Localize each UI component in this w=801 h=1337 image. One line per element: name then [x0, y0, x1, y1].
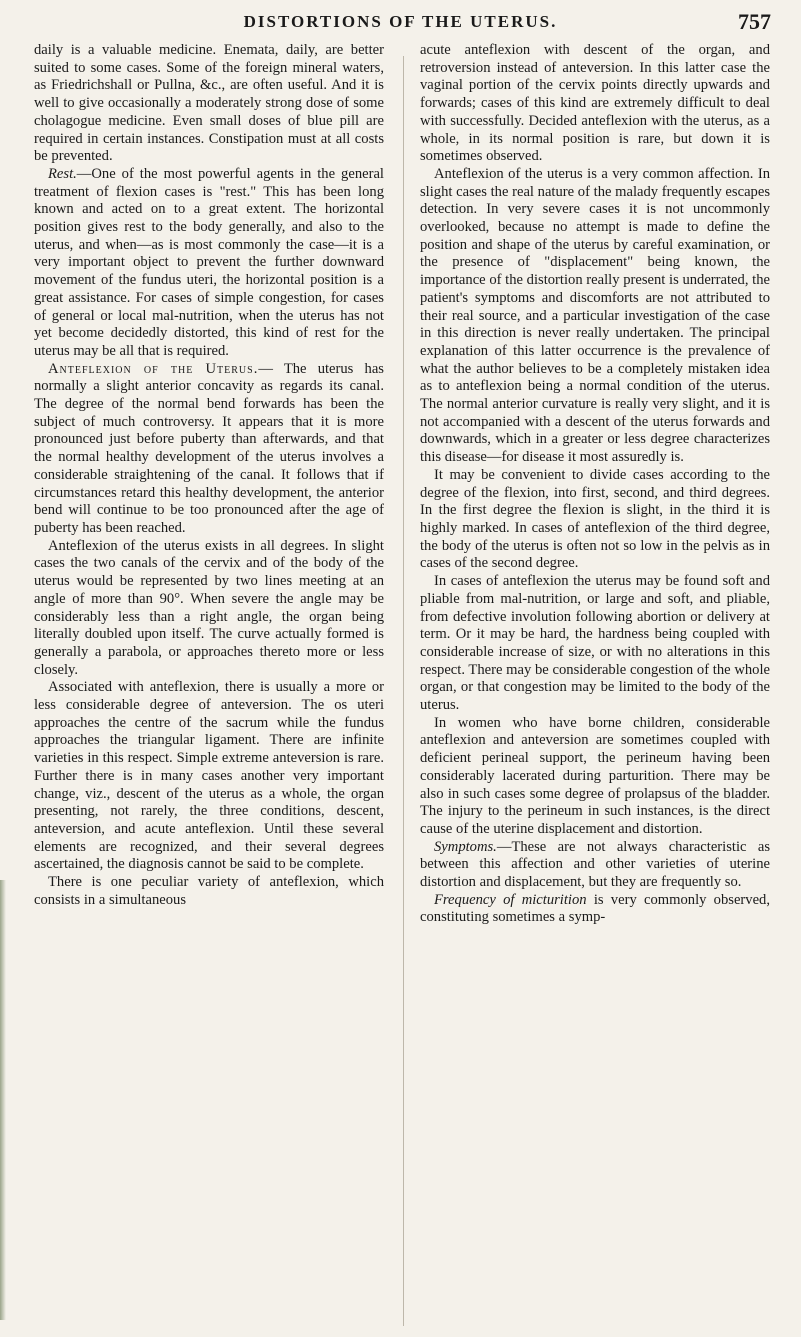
paragraph	[420, 892, 770, 927]
paragraph-text: —These are not always characteristic as between this affection and other varieties of uterine distortion and displacement, but they are frequently so.	[420, 838, 770, 891]
paragraph: It may be convenient to divide cases according to the degree of the flexion, into first, second, and third degrees. In the first degree the flexion is slight, in the third it is highly marked. In cases of anteflexion of the third degree, the body of the uterus is often not so low in the pelvis as in cases of the second degree.	[420, 466, 770, 572]
page-header	[0, 9, 801, 40]
paragraph: acute anteflexion with descent of the organ, and retroversion instead of anteversion. In this latter case the vaginal portion of the cervix points directly upwards and forwards; cases of this kind are extremely difficult to deal with successfully. Decided anteflexion with the uterus, as a whole, in its normal position is rare, but down it is sometimes observed.	[420, 42, 770, 165]
left-column	[34, 42, 384, 909]
paragraph-text: —One of the most powerful agents in the general treatment of flexion cases is "rest." This has been long known and acted on to a great extent. The horizontal position gives rest to the body generally, and also to the uterus, and when—as is most commonly the case—it is a very important object to prevent the further downward movement of the fundus uteri, the horizontal position is a great assistance. For cases of simple congestion, for cases of general or local mal-nutrition, when the uterus has not yet become decidedly distorted, this kind of rest for the uterus may be all that is required.	[34, 165, 384, 359]
running-head: DISTORTIONS OF THE UTERUS.	[243, 12, 558, 31]
page-edge-shadow	[0, 880, 6, 1320]
paragraph: There is one peculiar variety of anteflexion, which consists in a simultaneous	[34, 874, 384, 908]
paragraph: Anteflexion of the uterus exists in all degrees. In slight cases the two canals of the cervix and of the body of the uterus would be represented by two lines meeting at an angle of more than 90°. When severe the angle may be considerably less than a right angle, the organ being literally doubled upon itself. The curve actually formed is generally a parabola, or approaches thereto more or less closely.	[34, 537, 384, 678]
paragraph: daily is a valuable medicine. Enemata, daily, are better suited to some cases. Some of the foreign mineral waters, as Friedrichshall or Pullna, &c., are often useful. And it is well to give occasionally a moderately strong dose of some cholagogue medicine. Even small doses of blue pill are required in certain instances. Constipation must at all costs be prevented.	[34, 42, 384, 165]
paragraph: Associated with anteflexion, there is usually a more or less considerable degree of anteversion. The os uteri approaches the centre of the sacrum while the fundus approaches the triangular ligament. There are infinite varieties in this respect. Simple extreme anteversion is rare. Further there is in many cases another very important change, viz., descent of the uterus as a whole, the organ presenting, not rarely, the three conditions, descent, anteversion, and acute anteflexion. Until these several elements are recognized, and their several degrees ascertained, the diagnosis cannot be said to be complete.	[34, 679, 384, 873]
column-divider	[403, 56, 404, 1326]
page-number: 757	[738, 9, 771, 34]
paragraph: In women who have borne children, considerable anteflexion and anteversion are sometimes coupled with deficient perineal support, the perineum having been considerably lacerated during parturition. There may be also in such cases some degree of prolapsus of the bladder. The injury to the perineum in such instances, is the direct cause of the uterine displacement and distortion.	[420, 714, 770, 837]
paragraph	[34, 166, 384, 361]
paragraph	[420, 839, 770, 892]
right-column	[420, 42, 770, 927]
paragraph-lead: Rest.	[48, 165, 77, 182]
paragraph: Anteflexion of the uterus is a very common affection. In slight cases the real nature of the malady frequently escapes detection. In very severe cases it is not uncommonly overlooked, because no attempt is made to define the position and shape of the uterus by careful examination, or the presence of "displacement" being known, the importance of the distortion really present is underrated, the patient's symptoms and discomforts are not attributed to their real source, and a particular investigation of the case in this direction is never really undertaken. The principal explanation of this latter occurrence is the prevalence of what the author believes to be a completely mistaken idea as to anteflexion being a normal condition of the uterus. The normal anterior curvature is really very slight, and it is not accompanied with a descent of the uterus forwards and downwards, which in a greater or less degree characterizes this disease—for disease it most assuredly is.	[420, 165, 770, 466]
paragraph-lead: Symptoms.	[434, 838, 497, 855]
paragraph-text: — The uterus has normally a slight anterior concavity as regards its canal. The degree of the normal bend forwards has been the subject of much controversy. It appears that it is more pronounced just before puberty than afterwards, and that the normal healthy development of the uterus involves a considerable straightening of the canal. It follows that if circumstances retard this healthy development, the anterior bend will continue to be too pronounced after the age of puberty has been reached.	[34, 360, 384, 536]
section-heading-paragraph	[34, 361, 384, 538]
paragraph-lead: Frequency of micturition	[434, 891, 587, 908]
paragraph: In cases of anteflexion the uterus may be found soft and pliable from mal-nutrition, or large and soft, and pliable, from defective involution following abortion or delivery at term. Or it may be hard, the hardness being coupled with considerable increase of size, or with no alterations in this respect. There may be considerable congestion of the whole organ, or that congestion may be limited to the body of the uterus.	[420, 573, 770, 714]
section-heading: Anteflexion of the Uterus.	[48, 360, 259, 377]
paragraph-text: is very commonly observed, constituting sometimes a symp-	[420, 891, 770, 926]
